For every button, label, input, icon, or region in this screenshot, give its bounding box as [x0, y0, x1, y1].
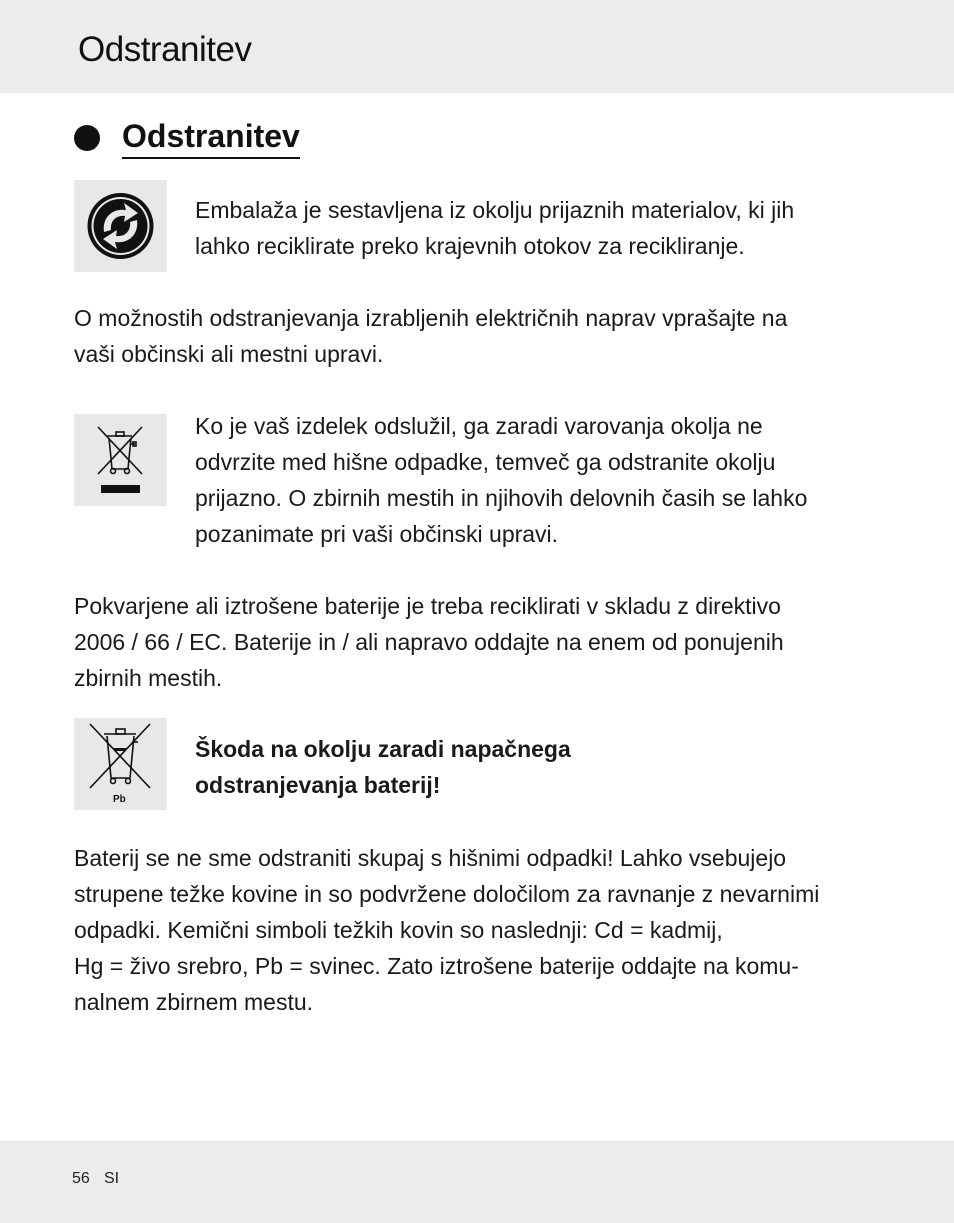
section-heading	[74, 116, 300, 160]
heavy-metals-line: strupene težke kovine in so podvržene določilom za ravnanje z nevarnimi	[74, 881, 820, 907]
crossed-out-battery-bin-icon	[74, 718, 167, 810]
weee-line: pozanimate pri vaši občinski upravi.	[195, 521, 559, 547]
footer-band	[0, 1141, 954, 1223]
weee-line: Ko je vaš izdelek odslužil, ga zaradi varovanja okolja ne	[195, 413, 763, 439]
weee-text	[195, 408, 807, 552]
battery-warning-text	[195, 731, 571, 803]
electrical-info-text	[74, 300, 787, 372]
electrical-info-line: vaši občinski ali mestni upravi.	[74, 341, 384, 367]
electrical-info-line: O možnostih odstranjevanja izrabljenih električnih naprav vprašajte na	[74, 305, 788, 331]
pb-icon-label: Pb	[113, 794, 126, 805]
batteries-line: Pokvarjene ali iztrošene baterije je treba reciklirati v skladu z direktivo	[74, 593, 781, 619]
heavy-metals-line: Hg = živo srebro, Pb = svinec. Zato iztrošene baterije oddajte na komu-	[74, 953, 799, 979]
batteries-text	[74, 588, 784, 696]
heavy-metals-line: nalnem zbirnem mestu.	[74, 989, 314, 1015]
heavy-metals-line: odpadki. Kemični simboli težkih kovin so naslednji: Cd = kadmij,	[74, 917, 723, 943]
language-code: SI	[104, 1170, 120, 1187]
batteries-line: 2006 / 66 / EC. Baterije in / ali napravo oddajte na enem od ponujenih	[74, 629, 784, 655]
packaging-line: Embalaža je sestavljena iz okolju prijaznih materialov, ki jih	[195, 197, 795, 223]
weee-icon-box	[74, 414, 167, 506]
packaging-line: lahko reciklirate preko krajevnih otokov za recikliranje.	[195, 233, 745, 259]
batteries-line: zbirnih mestih.	[74, 665, 223, 691]
page-number: 56	[72, 1170, 90, 1187]
heavy-metals-text	[74, 840, 819, 1020]
section-title: Odstranitev	[122, 117, 300, 159]
battery-warning-line: odstranjevanja baterij!	[195, 772, 441, 798]
heavy-metals-line: Baterij se ne sme odstraniti skupaj s hišnimi odpadki! Lahko vsebujejo	[74, 845, 787, 871]
weee-line: odvrzite med hišne odpadke, temveč ga odstranite okolju	[195, 449, 776, 475]
packaging-text	[195, 192, 794, 264]
recycling-icon-box	[74, 180, 167, 272]
bullet-icon	[74, 125, 100, 151]
battery-icon-box	[74, 718, 167, 810]
battery-warning-line: Škoda na okolju zaradi napačnega	[195, 736, 571, 762]
page-title: Odstranitev	[78, 30, 252, 69]
crossed-out-wheelie-bin-icon	[74, 414, 167, 506]
weee-line: prijazno. O zbirnih mestih in njihovih delovnih časih se lahko	[195, 485, 808, 511]
green-dot-recycling-icon	[74, 180, 167, 272]
